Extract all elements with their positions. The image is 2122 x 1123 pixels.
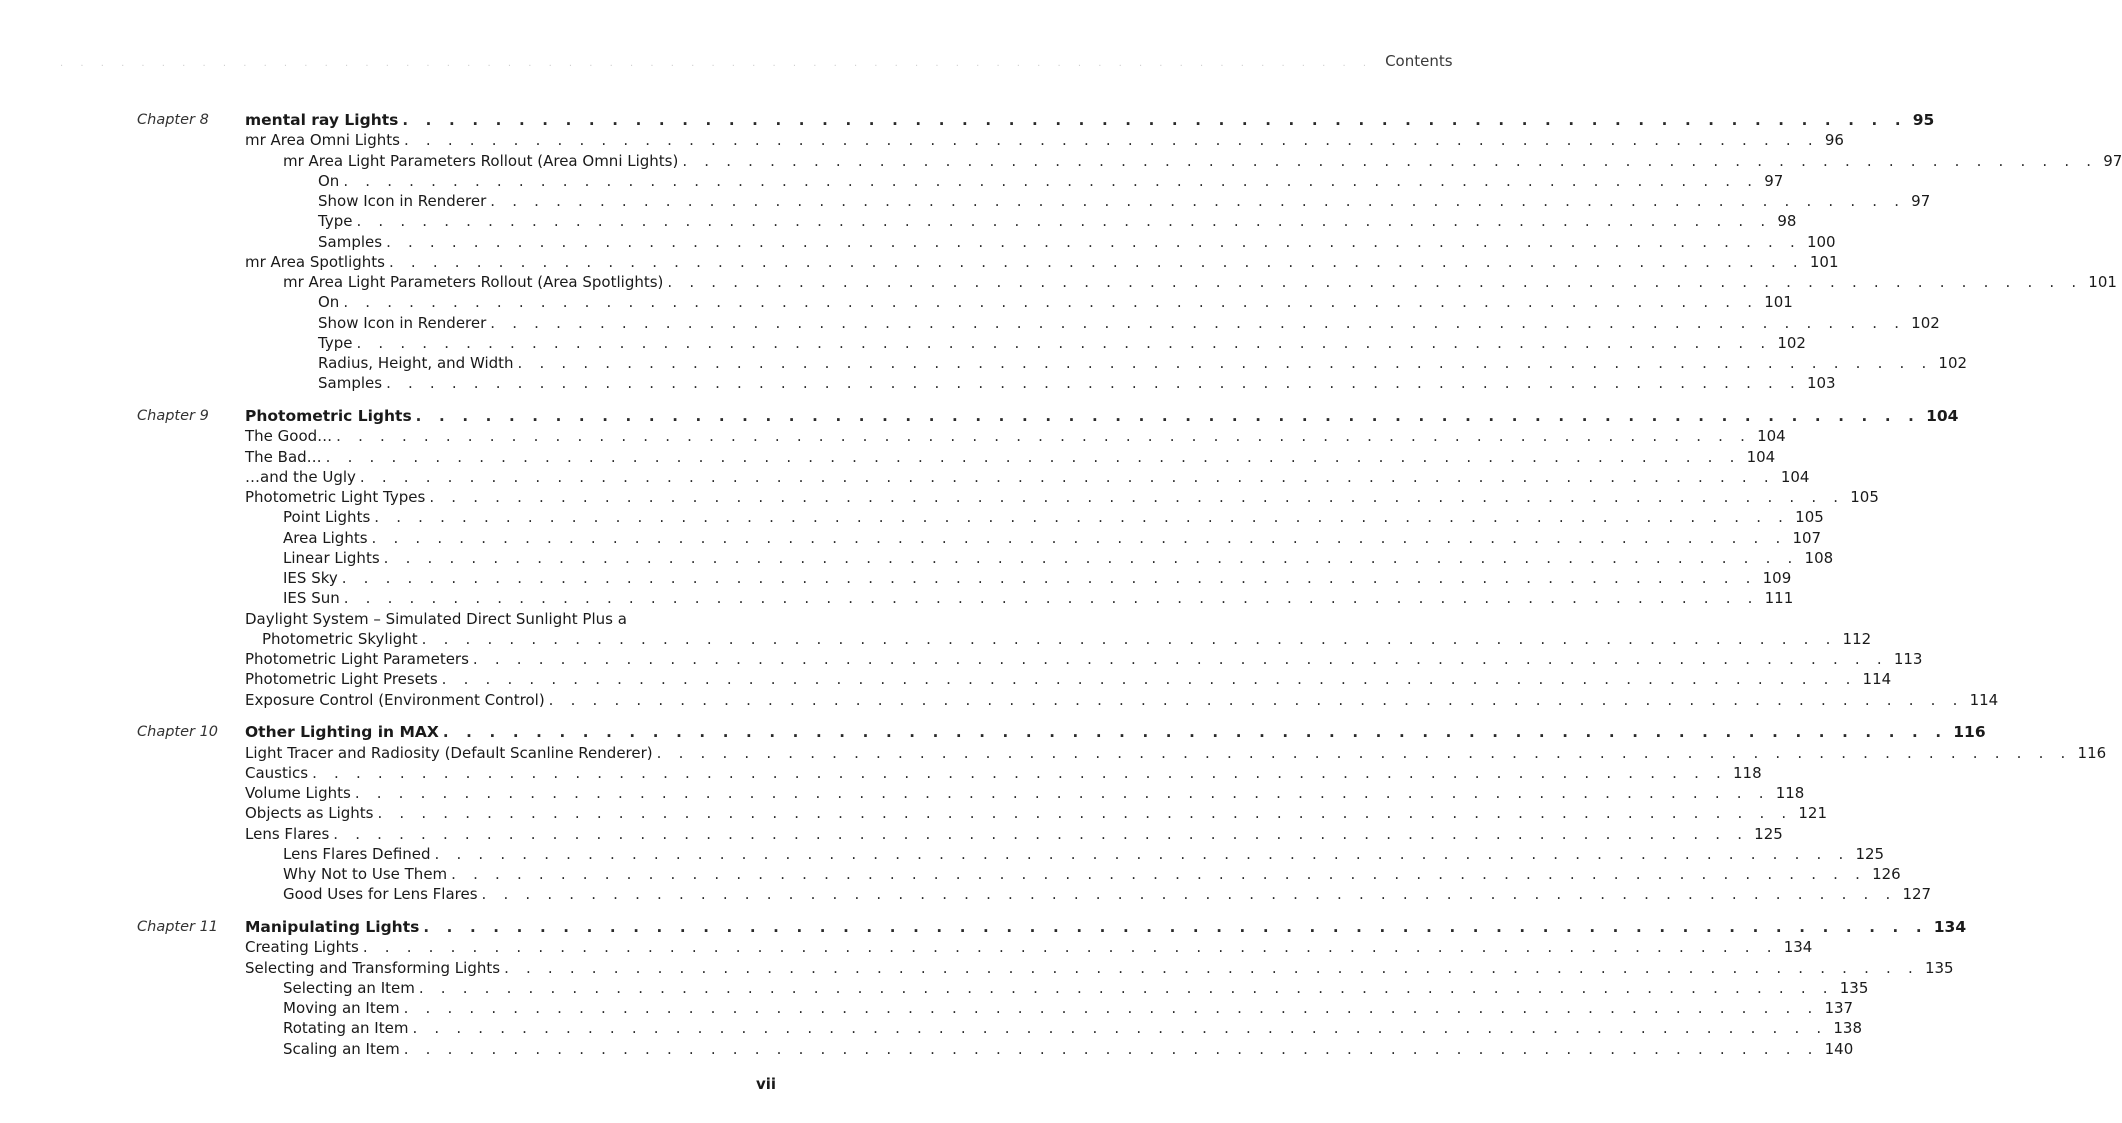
entry-title: Linear Lights [283, 548, 380, 567]
toc-entry[interactable] [318, 232, 1836, 252]
toc-entry[interactable] [245, 447, 1776, 467]
entry-page-number: 134 [1783, 938, 1813, 957]
dot-leader: . . . . . . . . . . . . . . . . . . . . . . . . . . . . . . . . . . . . . . . . . . . . . . . . . . . . . . . . . . . . . . . . . [386, 232, 1801, 251]
toc-entry[interactable] [318, 333, 1806, 353]
dot-leader: . . . . . . . . . . . . . . . . . . . . . . . . . . . . . . . . . . . . . . . . . . . . . . . . . . . . . . . . . . . . . . . . . [421, 629, 1837, 648]
entry-page-number: 97 [2103, 151, 2122, 170]
entry-title: mr Area Light Parameters Rollout (Area Omni Lights) [283, 151, 679, 170]
entry-title: Type [318, 212, 353, 231]
entry-page-number: 104 [1926, 407, 1959, 425]
toc-entry[interactable] [262, 629, 1872, 649]
entry-page-number: 134 [1933, 918, 1967, 936]
dot-leader: . . . . . . . . . . . . . . . . . . . . . . . . . . . . . . . . . . . . . . . . . . . . . . . . . . . . . . . . . . . . . . . . . [434, 844, 1850, 863]
dot-leader: . . . . . . . . . . . . . . . . . . . . . . . . . . . . . . . . . . . . . . . . . . . . . . . . . . . . . . . . . . . . . . . . . [386, 374, 1801, 393]
dot-leader: . . . . . . . . . . . . . . . . . . . . . . . . . . . . . . . . . . . . . . . . . . . . . . . . . . . . . . . . . . . . . . . . . [418, 978, 1834, 997]
dot-leader: . . . . . . . . . . . . . . . . . . . . . . . . . . . . . . . . . . . . . . . . . . . . . . . . . . . . . . . . . . . . . . . . . [389, 252, 1804, 271]
dot-leader: . . . . . . . . . . . . . . . . . . . . . . . . . . . . . . . . . . . . . . . . . . . . . . . . . . . . . . . . . . . . . . . . . [656, 743, 2072, 762]
entry-page-number: 125 [1855, 844, 1885, 863]
toc-entry[interactable] [283, 884, 1932, 904]
dot-leader: . . . . . . . . . . . . . . . . . . . . . . . . . . . . . . . . . . . . . . . . . . . . . . . . . . . . . . . . . . . . . . . . . [412, 1019, 1828, 1038]
entry-page-number: 100 [1806, 232, 1836, 251]
chapter-block [0, 722, 2107, 904]
toc-entry[interactable] [245, 743, 2107, 763]
entry-title: Objects as Lights [245, 804, 374, 823]
toc-entry[interactable] [245, 937, 1813, 957]
entry-page-number: 126 [1872, 865, 1901, 883]
entry-page-number: 135 [1839, 978, 1869, 997]
entry-page-number: 105 [1795, 508, 1824, 527]
dot-leader: . . . . . . . . . . . . . . . . . . . . . . . . . . . . . . . . . . . . . . . . . . . . . . . . . . . . . . . . . . . . . . . . . [371, 528, 1787, 547]
dot-leader: . . . . . . . . . . . . . . . . . . . . . . . . . . . . . . . . . . . . . . . . . . . . . . . . . . . . . . . . . . . . . . . . . [451, 865, 1867, 883]
chapter-title-entry[interactable] [245, 722, 1986, 742]
entry-page-number: 96 [1824, 131, 1844, 150]
entry-title: mr Area Omni Lights [245, 131, 400, 150]
entry-title: Selecting an Item [283, 978, 415, 997]
entry-page-number: 113 [1893, 650, 1923, 668]
entry-title: Show Icon in Renderer [318, 313, 487, 332]
entry-title: Samples [318, 232, 383, 251]
entry-title: Photometric Light Presets [245, 670, 438, 689]
entry-page-number: 97 [1764, 171, 1784, 190]
page-number: vii [755, 1075, 776, 1093]
entry-title: Type [318, 333, 353, 352]
entry-title: Photometric Light Types [245, 488, 426, 506]
entry-title: Photometric Light Parameters [245, 650, 469, 668]
entry-page-number: 125 [1754, 824, 1783, 843]
dot-leader: . . . . . . . . . . . . . . . . . . . . . . . . . . . . . . . . . . . . . . . . . . . . . . . . . . . . . . . . . . . . . . . . . [356, 333, 1772, 352]
entry-page-number: 121 [1798, 804, 1827, 823]
toc-entry[interactable] [318, 353, 1968, 373]
entry-page-number: 95 [1912, 111, 1935, 129]
entry-title: Caustics [245, 763, 309, 782]
entry-title: mr Area Light Parameters Rollout (Area Spotlights) [283, 273, 664, 291]
entry-title: Lens Flares [245, 824, 330, 843]
entry-page-number: 118 [1775, 784, 1805, 802]
entry-title: Scaling an Item [283, 1039, 400, 1058]
chapter-label: Chapter 11 [137, 919, 219, 935]
toc-entry[interactable] [245, 690, 1999, 710]
entry-page-number: 109 [1762, 569, 1792, 587]
toc-entry[interactable] [245, 130, 1844, 150]
toc-entry[interactable] [318, 171, 1784, 191]
entry-page-number: 103 [1806, 374, 1836, 393]
chapter-block [0, 917, 1967, 1059]
entry-page-number: 101 [1809, 252, 1839, 271]
entry-title: mr Area Spotlights [245, 252, 385, 271]
entry-title: The Bad… [245, 447, 322, 466]
toc-entry[interactable] [283, 568, 1792, 588]
toc-entry[interactable] [245, 824, 1783, 844]
entry-title: On [318, 293, 340, 312]
entry-title: Samples [318, 374, 383, 393]
dot-leader: . . . . . . . . . . . . . . . . . . . . . . . . . . . . . . . . . . . . . . . . . . . . . . . . . . . . . . . . . . . . . . . . . [362, 938, 1778, 957]
toc-entry[interactable] [245, 487, 1879, 507]
entry-page-number: 107 [1792, 528, 1822, 547]
dot-leader: . . . . . . . . . . . . . . . . . . . . . . . . . . . . . . . . . . . . . . . . . . . . . . . . . . . . . . . . . . . . . . . . . [356, 212, 1772, 231]
entry-page-number: 102 [1938, 354, 1968, 372]
entry-title: mental ray Lights [245, 111, 399, 129]
entry-page-number: 127 [1902, 885, 1932, 904]
dot-leader: . . . . . . . . . . . . . . . . . . . . . . . . . . . . . . . . . . . . . . . . . . . . . . . . . . . . . . . . . . . . . . . . . [548, 690, 1964, 709]
dot-leader: . . . . . . . . . . . . . . . . . . . . . . . . . . . . . . . . . . . . . . . . . . . . . . . . . . . . . . . . . . . . . . . . . [403, 131, 1819, 150]
dot-leader: . . . . . . . . . . . . . . . . . . . . . . . . . . . . . . . . . . . . . . . . . . . . . . . . . . . . . . . . . . . . . . . . . [441, 670, 1857, 689]
toc-entry[interactable] [283, 998, 1854, 1018]
dot-leader: . . . . . . . . . . . . . . . . . . . . . . . . . . . . . . . . . . . . . . . . . . . . . . . . . . . . . . . . . . . . . . . . . [423, 918, 1928, 936]
dot-leader: . . . . . . . . . . . . . . . . . . . . . . . . . . . . . . . . . . . . . . . . . . . . . . . . . . . . . . . . . . . . . . . . . [481, 885, 1897, 904]
dot-leader: . . . . . . . . . . . . . . . . . . . . . . . . . . . . . . . . . . . . . . . . . . . . . . . . . . . . . . . . . . . . . . . . . [359, 467, 1775, 486]
dot-leader: . . . . . . . . . . . . . . . . . . . . . . . . . . . . . . . . . . . . . . . . . . . . . . . . . . . . . . . . . . . . . . . . . [403, 999, 1819, 1017]
entry-title: Why Not to Use Them [283, 865, 448, 883]
toc-entry[interactable] [283, 548, 1834, 568]
dot-leader: . . . . . . . . . . . . . . . . . . . . . . . . . . . . . . . . . . . . . . . . . . . . . . . . . . . . . . . . . . . . . . . . . [383, 548, 1799, 567]
entry-title: Point Lights [283, 508, 371, 527]
entry-title: IES Sun [283, 589, 340, 608]
entry-page-number: 137 [1824, 999, 1854, 1017]
toc-entry[interactable] [283, 151, 2122, 171]
dot-leader: . . . . . . . . . . . . . . . . . . . . . . . . . . . . . . . . . . . . . . . . . . . . . . . . . . . . . . . . . . . . . . . . . [312, 763, 1727, 782]
entry-page-number: 97 [1911, 192, 1931, 210]
entry-title: Lens Flares Defined [283, 844, 431, 863]
running-head [60, 52, 1453, 72]
entry-title: The Good… [245, 427, 333, 446]
entry-title: Creating Lights [245, 938, 359, 957]
chapter-title-entry[interactable] [245, 406, 1959, 426]
entry-page-number: 118 [1733, 763, 1762, 782]
dot-leader: . . . . . . . . . . . . . . . . . . . . . . . . . . . . . . . . . . . . . . . . . . . . . . . . . . . . . . . . . . . . . . . . . [442, 723, 1948, 742]
entry-page-number: 101 [2088, 273, 2117, 291]
entry-page-number: 105 [1850, 488, 1879, 506]
toc-entry[interactable] [283, 978, 1869, 998]
entry-title: Selecting and Transforming Lights [245, 958, 501, 977]
entry-title: Radius, Height, and Width [318, 354, 514, 372]
entry-page-number: 140 [1824, 1039, 1854, 1058]
toc-entry[interactable] [245, 783, 1805, 803]
entry-page-number: 98 [1777, 212, 1797, 231]
entry-title: Rotating an Item [283, 1019, 409, 1038]
chapter-block [0, 110, 2122, 394]
entry-title: Manipulating Lights [245, 918, 420, 936]
entry-page-number: 138 [1833, 1019, 1862, 1038]
entry-page-number: 114 [1862, 670, 1892, 689]
toc-entry[interactable] [245, 763, 1762, 783]
toc-entry[interactable] [283, 844, 1885, 864]
entry-page-number: 111 [1764, 589, 1794, 608]
toc-entry[interactable] [245, 609, 816, 629]
dot-leader: . . . . . . . . . . . . . . . . . . . . . . . . . . . . . . . . . . . . . . . . . . . . . . . . . . . . . . . . . . . . . . . . . [374, 508, 1790, 527]
dot-leader: . . . . . . . . . . . . . . . . . . . . . . . . . . . . . . . . . . . . . . . . . . . . . . . . . . . . . . . . . . . . . . . . . [682, 151, 2098, 170]
toc-entry[interactable] [318, 191, 1931, 211]
dot-leader: . . . . . . . . . . . . . . . . . . . . . . . . . . . . . . . . . . . . . . . . . . . . . . . . . . . . . . . . . . . . . . . . . [490, 313, 1906, 332]
dot-leader: . . . . . . . . . . . . . . . . . . . . . . . . . . . . . . . . . . . . . . . . . . . . . . . . . . . . . . . . . . . . . . . . . [333, 824, 1749, 843]
toc-entry[interactable] [318, 313, 1940, 333]
entry-title: On [318, 171, 340, 190]
toc-entry[interactable] [283, 1039, 1854, 1059]
dot-leader: . . . . . . . . . . . . . . . . . . . . . . . . . . . . . . . . . . . . . . . . . . . . . . . . . . . . . . . . . . . . . . . . . [490, 192, 1906, 210]
toc-entry[interactable] [245, 958, 1954, 978]
entry-title: Exposure Control (Environment Control) [245, 690, 545, 709]
entry-page-number: 101 [1764, 293, 1793, 312]
toc-entry[interactable] [245, 649, 1923, 669]
toc-entry[interactable] [283, 507, 1824, 527]
toc-entry[interactable] [245, 252, 1839, 272]
dot-leader: . . . . . . . . . . . . . . . . . . . . . . . . . . . . . . . . . . . . . . . . . . . . . . . . . . . . . . . . . . . . . . . . . [343, 293, 1759, 312]
dot-leader: . . . . . . . . . . . . . . . . . . . . . . . . . . . . . . . . . . . . . . . . . . . . . . . . . . . . . . . . . . . . . . . . . [472, 650, 1888, 668]
toc-entry[interactable] [245, 467, 1810, 487]
entry-page-number: 114 [1969, 690, 1999, 709]
chapter-label: Chapter 10 [137, 724, 219, 741]
toc-entry[interactable] [283, 272, 2117, 292]
entry-page-number: 104 [1780, 467, 1810, 486]
toc-entry[interactable] [245, 669, 1892, 689]
running-head-title: Contents [1385, 52, 1453, 70]
dot-leader: . . . . . . . . . . . . . . . . . . . . . . . . . . . . . . . . . . . . . . . . . . . . . . . . . . . . . . . . . . . . . . . . . [343, 171, 1759, 190]
dot-leader: . . . . . . . . . . . . . . . . . . . . . . . . . . . . . . . . . . . . . . . . . . . . . . . . . . . . . . . . . . . . . . . . . [403, 1039, 1819, 1058]
dot-leader: . . . . . . . . . . . . . . . . . . . . . . . . . . . . . . . . . . . . . . . . . . . . . . . . . . . . . . . . . . . . . . . . . [667, 273, 2083, 291]
dot-leader: . . . . . . . . . . . . . . . . . . . . . . . . . . . . . . . . . . . . . . . . . . . . . . . . . . . . . . . . . . . . . . . . . [354, 784, 1770, 802]
entry-title: Other Lighting in MAX [245, 723, 439, 742]
toc-entry[interactable] [283, 1018, 1862, 1038]
entry-page-number: 116 [1953, 723, 1986, 742]
dot-leader: . . . . . . . . . . . . . . . . . . . . . . . . . . . . . . . . . . . . . . . . . . . . . . . . . . . . . . . . . . . . . . . . . [415, 407, 1921, 425]
entry-title: Show Icon in Renderer [318, 192, 487, 210]
dot-leader: . . . . . . . . . . . . . . . . . . . . . . . . . . . . . . . . . . . . . . . . . . . . . . . . . . . . . . . . . . . . . . . . . [343, 589, 1759, 608]
entry-title: …and the Ugly [245, 467, 356, 486]
toc-entry[interactable] [283, 588, 1794, 608]
entry-page-number: 108 [1804, 548, 1834, 567]
entry-title: Daylight System – Simulated Direct Sunlight Plus a [245, 609, 627, 628]
dot-leader: . . . . . . . . . . . . . . . . . . . . . . . . . . . . . . . . . . . . . . . . . . . . . . . . . . . . . . . . . . . . . . . . . [429, 488, 1845, 506]
dot-leader: . . . . . . . . . . . . . . . . . . . . . . . . . . . . . . . . . . . . . . . . . . . . . . . . . . . . . . . . . . . . . . . . . [336, 427, 1752, 446]
chapter-title-entry[interactable] [245, 110, 1935, 130]
entry-page-number: 104 [1746, 447, 1776, 466]
dot-leader: . . . . . . . . . . . . . . . . . . . . . . . . . . . . . . . . . . . . . . . . . . . . . . . . . . . . . . . . . . . . . . . . . [341, 569, 1757, 587]
dot-leader: . . . . . . . . . . . . . . . . . . . . . . . . . . . . . . . . . . . . . . . . . . . . . . . . . . . . . . . . . . . . . . . . . [504, 958, 1919, 977]
dot-leader: . . . . . . . . . . . . . . . . . . . . . . . . . . . . . . . . . . . . . . . . . . . . . . . . . . . . . . . . . . . . . . . . . [517, 354, 1933, 372]
dot-leader: . . . . . . . . . . . . . . . . . . . . . . . . . . . . . . . . . . . . . . . . . . . . . . . . . . . . . . . . . . . . . . . . . [377, 804, 1793, 823]
toc-entry[interactable] [318, 373, 1836, 393]
chapter-block [0, 406, 1999, 710]
chapter-label: Chapter 8 [137, 112, 209, 128]
entry-title: Photometric Skylight [262, 629, 418, 648]
entry-page-number: 102 [1911, 313, 1940, 332]
toc-entry[interactable] [245, 426, 1786, 446]
entry-title: IES Sky [283, 569, 338, 587]
entry-title: Light Tracer and Radiosity (Default Scanline Renderer) [245, 743, 653, 762]
entry-title: Good Uses for Lens Flares [283, 885, 478, 904]
dot-leader: . . . . . . . . . . . . . . . . . . . . . . . . . . . . . . . . . . . . . . . . . . . . . . . . . . . . . . . . . . . . . . . . . [402, 111, 1907, 129]
chapter-label: Chapter 9 [137, 408, 209, 424]
running-head-rule: . . . . . . . . . . . . . . . . . . . . . . . . . . . . . . . . . . . . . . . . . . . . . . . . . . . . . . . . . . . . . . . . . [60, 58, 1374, 69]
dot-leader: . . . . . . . . . . . . . . . . . . . . . . . . . . . . . . . . . . . . . . . . . . . . . . . . . . . . . . . . . . . . . . . . . [325, 447, 1741, 466]
toc-entry[interactable] [318, 211, 1797, 231]
entry-title: Photometric Lights [245, 407, 412, 425]
entry-page-number: 104 [1757, 427, 1786, 446]
entry-page-number: 102 [1777, 333, 1806, 352]
entry-page-number: 116 [2077, 743, 2107, 762]
entry-page-number: 135 [1924, 958, 1954, 977]
entry-page-number: 112 [1842, 629, 1872, 648]
toc-entry[interactable] [283, 528, 1822, 548]
chapter-title-entry[interactable] [245, 917, 1967, 937]
entry-title: Area Lights [283, 528, 368, 547]
toc-entry[interactable] [245, 803, 1827, 823]
toc-entry[interactable] [283, 864, 1901, 884]
table-of-contents [0, 110, 2122, 1071]
entry-title: Moving an Item [283, 999, 400, 1017]
toc-entry[interactable] [318, 292, 1793, 312]
entry-title: Volume Lights [245, 784, 351, 802]
